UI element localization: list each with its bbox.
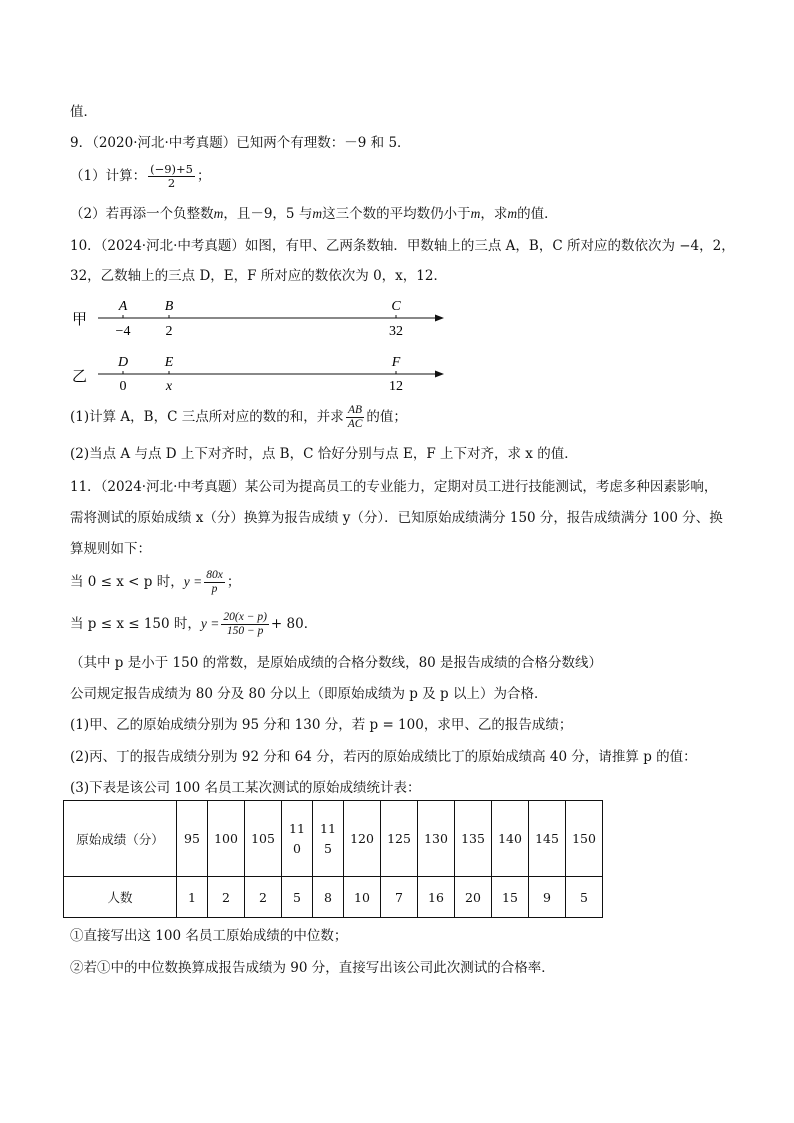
table-cell: 120	[344, 801, 381, 877]
q9-part2: （2）若再添一个负整数m，且－9，5 与m这三个数的平均数仍小于m，求m的值．	[70, 206, 558, 222]
table-cell: 2	[245, 877, 282, 918]
table-cell: 5	[566, 877, 603, 918]
table-row-counts	[64, 877, 603, 918]
rule1-fraction: $\frac{80x}{p}$	[206, 569, 223, 595]
q10-line1: 10．（2024·河北·中考真题）如图，有甲、乙两条数轴．甲数轴上的三点 A，B，C 所对应的数依次为 −4，2，	[70, 238, 735, 254]
table-cell: 1	[177, 877, 208, 918]
point-f-label: F	[391, 355, 401, 370]
q11-line2: 需将测试的原始成绩 x（分）换算为报告成绩 y（分）．已知原始成绩满分 150 分，报告成绩满分 100 分、换	[70, 510, 723, 526]
q10-part2: (2)当点 A 与点 D 上下对齐时，点 B，C 恰好分别与点 E，F 上下对齐，求 x 的值．	[70, 446, 578, 462]
q9-fraction: $\frac{(-9)+5}{2}$	[150, 162, 193, 190]
table-cell: 20	[455, 877, 492, 918]
point-a-value: −4	[115, 324, 131, 339]
q11-part2: (2)丙、丁的报告成绩分别为 92 分和 64 分，若丙的原始成绩比丁的原始成绩高 40 分，请推算 p 的值：	[70, 749, 697, 765]
table-cell: 150	[566, 801, 603, 877]
table-cell: 10	[344, 877, 381, 918]
q11-line1: 11．（2024·河北·中考真题）某公司为提高员工的专业能力，定期对员工进行技能测试，考虑多种因素影响，	[70, 479, 718, 495]
table-header-score: 原始成绩（分）	[64, 801, 177, 877]
table-cell: 16	[418, 877, 455, 918]
q9-intro: 9．（2020·河北·中考真题）已知两个有理数：－9 和 5．	[70, 135, 411, 151]
number-line-diagram	[0, 290, 794, 400]
table-row-scores	[64, 801, 603, 877]
table-cell: 8	[313, 877, 344, 918]
axis-jia-label: 甲	[72, 312, 88, 328]
q11-pass-rule: 公司规定报告成绩为 80 分及 80 分以上（即原始成绩为 p 及 p 以上）为合格．	[70, 686, 548, 702]
table-cell: 135	[455, 801, 492, 877]
table-cell: 9	[529, 877, 566, 918]
q9-part1: （1）计算： $\frac{(-9)+5}{2}$ ；	[70, 162, 211, 190]
table-cell: 15	[492, 877, 529, 918]
axis-yi-arrow	[435, 371, 444, 378]
q11-note: （其中 p 是小于 150 的常数，是原始成绩的合格分数线，80 是报告成绩的合格分数线）	[70, 655, 603, 671]
table-cell: 100	[208, 801, 245, 877]
point-d-value: 0	[119, 379, 127, 394]
table-cell: 115	[313, 801, 344, 877]
q10-part1: (1)计算 A，B，C 三点所对应的数的和，并求 $\frac{AB}{AC}$ 的值；	[70, 404, 407, 430]
q11-sub1: ①直接写出这 100 名员工原始成绩的中位数；	[70, 928, 348, 944]
table-cell: 140	[492, 801, 529, 877]
axis-jia-arrow	[435, 315, 444, 322]
point-f-value: 12	[389, 379, 403, 394]
q11-rule2: 当 p ≤ x ≤ 150 时，y = $\frac{20(x - p)}{150 - p}$ + 80．	[70, 611, 318, 637]
point-e-value: x	[165, 379, 173, 394]
table-cell: 95	[177, 801, 208, 877]
q10-fraction: $\frac{AB}{AC}$	[347, 404, 363, 430]
q11-part1: (1)甲、乙的原始成绩分别为 95 分和 130 分，若 p = 100，求甲、乙的报告成绩；	[70, 717, 573, 733]
point-c-value: 32	[389, 324, 403, 339]
point-d-label: D	[117, 355, 129, 370]
table-cell: 2	[208, 877, 245, 918]
axis-yi-label: 乙	[72, 369, 88, 385]
q11-part3: (3)下表是该公司 100 名员工某次测试的原始成绩统计表：	[70, 780, 421, 796]
table-cell: 105	[245, 801, 282, 877]
table-cell: 7	[381, 877, 418, 918]
table-header-count: 人数	[64, 877, 177, 918]
point-b-value: 2	[165, 324, 173, 339]
rule2-fraction: $\frac{20(x - p)}{150 - p}$	[223, 611, 267, 637]
table-cell: 130	[418, 801, 455, 877]
point-c-label: C	[391, 299, 401, 314]
point-b-label: B	[164, 299, 174, 314]
score-table	[63, 800, 603, 918]
table-cell: 125	[381, 801, 418, 877]
point-a-label: A	[118, 299, 128, 314]
q11-sub2: ②若①中的中位数换算成报告成绩为 90 分，直接写出该公司此次测试的合格率．	[70, 960, 555, 976]
table-cell: 110	[282, 801, 313, 877]
q11-line3: 算规则如下：	[70, 541, 151, 557]
table-cell: 145	[529, 801, 566, 877]
continued-text: 值．	[70, 104, 97, 120]
point-e-label: E	[164, 355, 174, 370]
q10-line2: 32，乙数轴上的三点 D，E，F 所对应的数依次为 0，x，12．	[70, 268, 447, 284]
table-cell: 5	[282, 877, 313, 918]
q11-rule1: 当 0 ≤ x < p 时，y = $\frac{80x}{p}$ ；	[70, 569, 241, 595]
